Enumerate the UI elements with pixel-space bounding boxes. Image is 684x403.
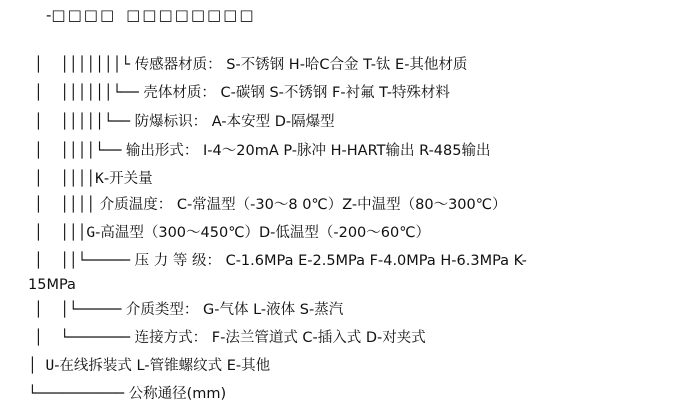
- row-label: -开关量: [103, 171, 153, 187]
- row-explosion-proof: [34, 113, 335, 131]
- row-output-form: [34, 142, 490, 160]
- row-label: 连接方式： F-法兰管道式 C-插入式 D-对夹式: [130, 330, 426, 346]
- row-label: 介质类型： G-气体 L-液体 S-蒸汽: [121, 302, 344, 318]
- row-label: 传感器材质： S-不锈钢 H-哈C合金 T-钛 E-其他材质: [130, 57, 468, 73]
- row-label: 输出形式： I-4～20mA P-脉冲 H-HART输出 R-485输出: [121, 143, 491, 159]
- row-switch-quantity: [34, 170, 153, 188]
- tree-connector: │ │││G: [34, 225, 96, 241]
- title-prefix: -: [46, 6, 52, 24]
- row-label: -高温型（300～450℃）D-低温型（-200～60℃）: [95, 225, 431, 241]
- tree-connector: └──────────: [28, 386, 125, 402]
- row-pressure-rating: [34, 252, 527, 270]
- row-medium-temperature: [34, 196, 507, 214]
- model-code-title: [46, 6, 256, 24]
- tree-connector: │ ││└─────: [34, 253, 131, 269]
- row-label: 壳体材质： C-碳钢 S-不锈钢 F-衬氟 T-特殊材料: [138, 85, 450, 101]
- tree-connector: │ │││││││└: [34, 57, 131, 73]
- tree-connector: │ ││││││└──: [34, 85, 139, 101]
- title-boxes-left: □□□□: [51, 6, 117, 24]
- tree-connector: │ U: [28, 358, 55, 374]
- row-medium-type: [34, 301, 343, 319]
- row-label: -在线拆装式 L-管锥螺纹式 E-其他: [54, 358, 271, 374]
- tree-connector: │ │└─────: [34, 302, 122, 318]
- tree-connector: │ └───────: [34, 330, 131, 346]
- row-connection-mode-cont: [28, 357, 270, 375]
- tree-connector: │ ││││└──: [34, 143, 122, 159]
- row-nominal-diameter: [28, 385, 226, 403]
- row-label: 15MPa: [28, 277, 76, 293]
- title-boxes-right: □□□□□□□□: [126, 6, 256, 24]
- row-medium-temperature-cont: [34, 224, 430, 242]
- tree-connector: │ ││││K: [34, 171, 104, 187]
- row-pressure-rating-wrap: [28, 276, 76, 294]
- tree-connector: │ │││││└──: [34, 114, 131, 130]
- row-label: 介质温度： C-常温型（-30～8 0℃）Z-中温型（80～300℃）: [95, 197, 507, 213]
- row-label: 公称通径(mm): [124, 386, 227, 402]
- row-label: 压 力 等 级： C-1.6MPa E-2.5MPa F-4.0MPa H-6.3MPa K-: [130, 253, 527, 269]
- row-label: 防爆标识： A-本安型 D-隔爆型: [130, 114, 335, 130]
- row-sensor-material: [34, 56, 467, 74]
- row-shell-material: [34, 84, 450, 102]
- tree-connector: │ ││││: [34, 197, 96, 213]
- row-connection-mode: [34, 329, 426, 347]
